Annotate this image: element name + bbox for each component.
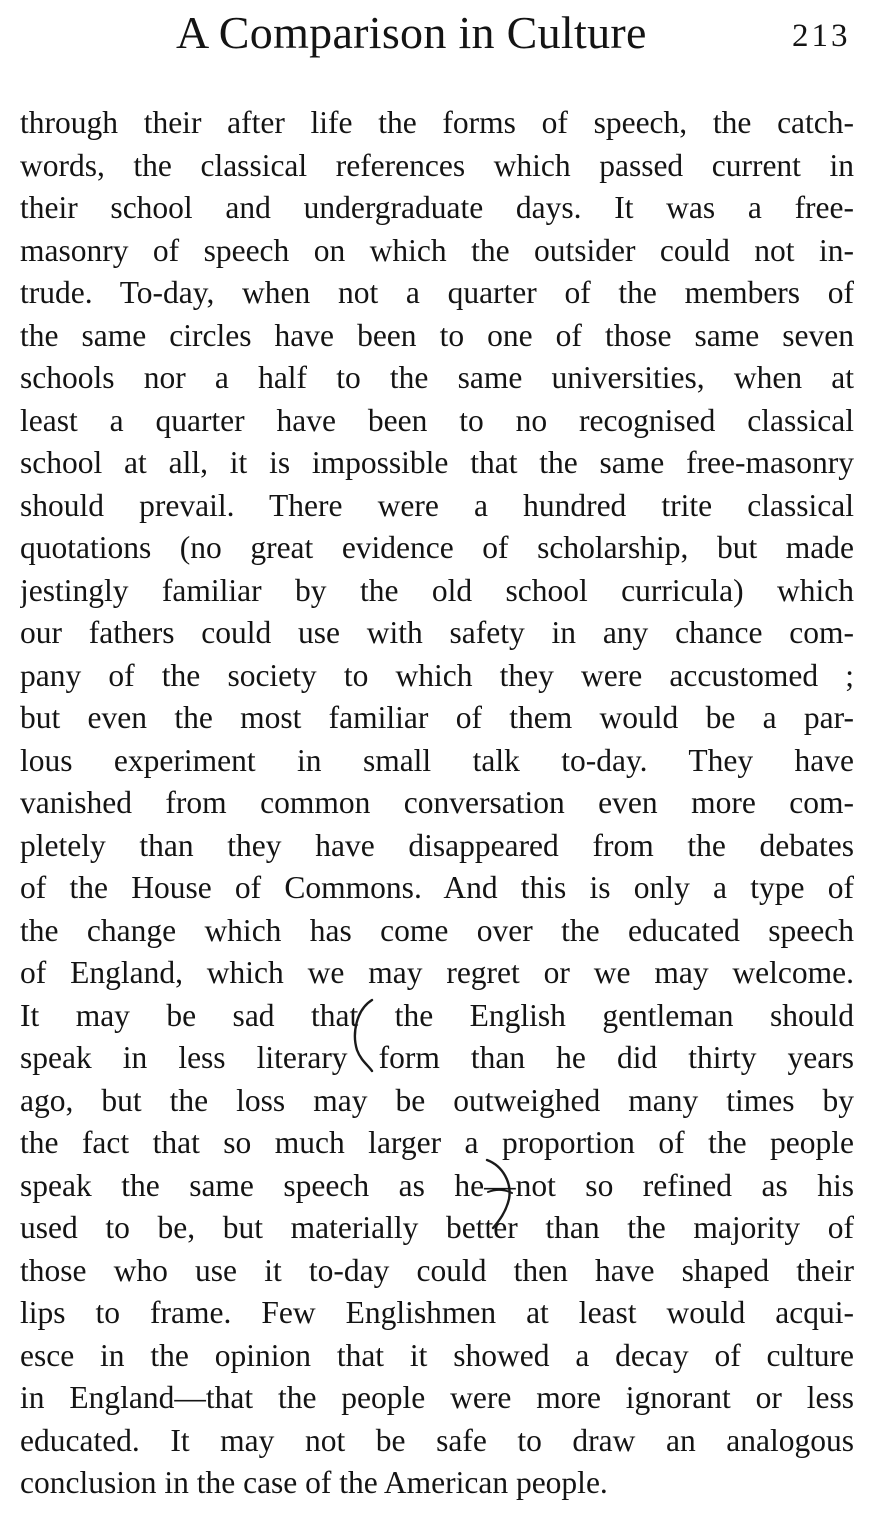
text-line: conclusion in the case of the American people. xyxy=(20,1465,608,1500)
text-line: through their after life the forms of speech, the catch- xyxy=(20,105,854,140)
text-line: quotations (no great evidence of scholarship, but made xyxy=(20,530,854,565)
text-line: esce in the opinion that it showed a decay of culture xyxy=(20,1337,854,1373)
body-paragraph xyxy=(20,102,854,1505)
text-line: vanished from common conversation even more com- xyxy=(20,785,854,820)
text-line: those who use it to-day could then have shaped their xyxy=(20,1252,854,1288)
text-line: the fact that so much larger a proportion of the people xyxy=(20,1125,854,1160)
text-line: educated. It may not be safe to draw an analogous xyxy=(20,1422,854,1458)
text-line: lous experiment in small talk to-day. They have xyxy=(20,742,854,778)
running-title: A Comparison in Culture xyxy=(176,7,647,58)
text-line: the change which has come over the educated speech xyxy=(20,912,854,948)
text-line: of England, which we may regret or we may welcome. xyxy=(20,955,854,990)
text-line: their school and undergraduate days. It was a free- xyxy=(20,190,854,225)
text-line: words, the classical references which passed current in xyxy=(20,147,854,183)
text-line: the same circles have been to one of those same seven xyxy=(20,317,854,353)
text-line: used to be, but materially better than the majority of xyxy=(20,1210,854,1245)
text-line: jestingly familiar by the old school curricula) which xyxy=(20,572,854,608)
text-line: ago, but the loss may be outweighed many times by xyxy=(20,1082,854,1118)
text-line: pany of the society to which they were accustomed ; xyxy=(20,657,854,693)
text-line: in England—that the people were more ignorant or less xyxy=(20,1380,854,1415)
text-line: schools nor a half to the same universities, when at xyxy=(20,360,854,395)
running-head xyxy=(0,8,872,58)
text-line: our fathers could use with safety in any chance com- xyxy=(20,615,854,650)
text-line: school at all, it is impossible that the same free-masonry xyxy=(20,445,854,480)
text-line: should prevail. There were a hundred trite classical xyxy=(20,487,854,523)
text-line: lips to frame. Few Englishmen at least would acqui- xyxy=(20,1295,854,1330)
page-number: 213 xyxy=(792,18,851,54)
text-line: speak in less literary form than he did thirty years xyxy=(20,1040,854,1075)
text-line: masonry of speech on which the outsider could not in- xyxy=(20,232,854,268)
text-line: trude. To-day, when not a quarter of the members of xyxy=(20,275,854,310)
text-line: of the House of Commons. And this is only a type of xyxy=(20,870,854,905)
text-line: It may be sad that the English gentleman should xyxy=(20,997,854,1033)
text-line: least a quarter have been to no recognised classical xyxy=(20,402,854,438)
text-line: pletely than they have disappeared from the debates xyxy=(20,827,854,863)
text-line: speak the same speech as he—not so refined as his xyxy=(20,1167,854,1203)
text-line: but even the most familiar of them would be a par- xyxy=(20,700,854,735)
